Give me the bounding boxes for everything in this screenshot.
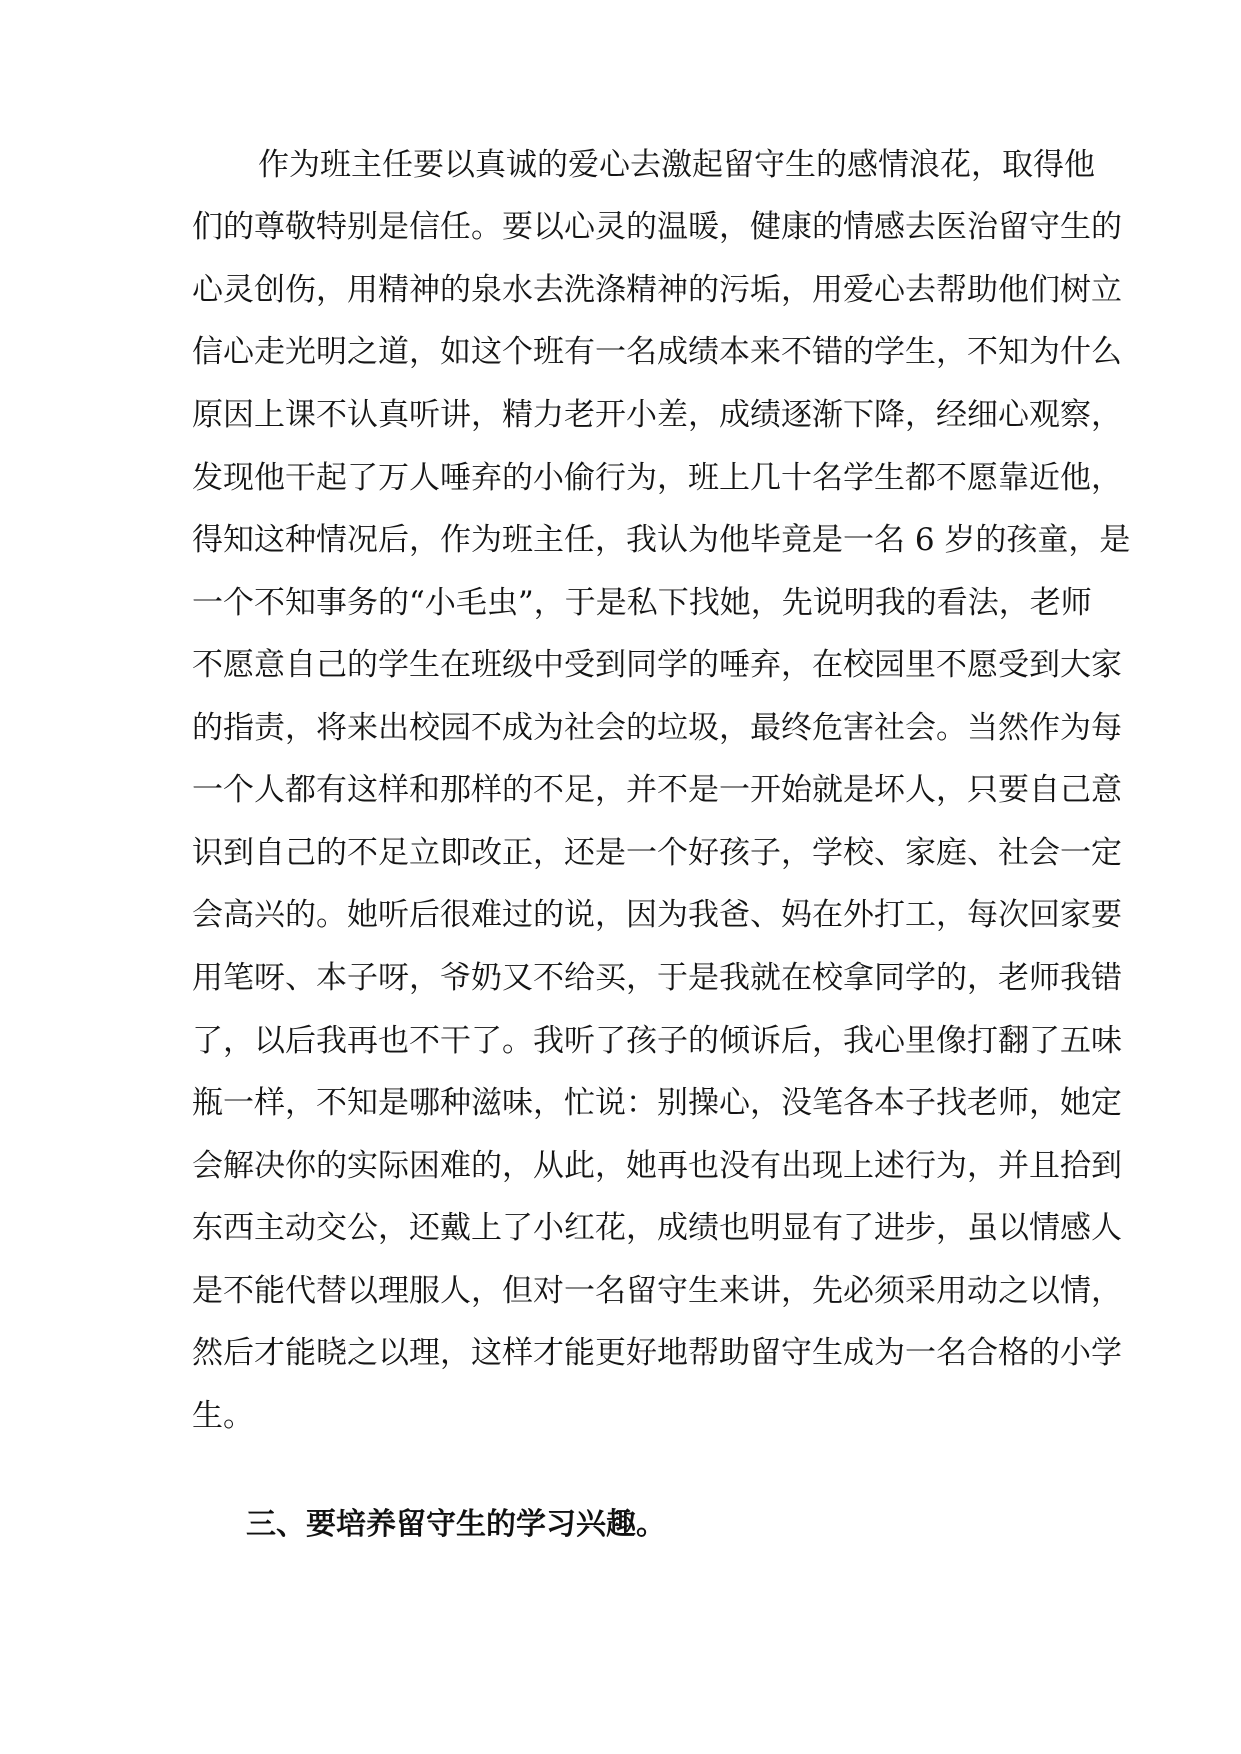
paragraph-line: 得知这种情况后，作为班主任，我认为他毕竟是一名 6 岁的孩童，是 <box>192 522 1131 558</box>
paragraph-line: 生。 <box>192 1398 254 1434</box>
paragraph-line: 会解决你的实际困难的，从此，她再也没有出现上述行为，并且拾到 <box>192 1148 1122 1184</box>
paragraph-line: 东西主动交公，还戴上了小红花，成绩也明显有了进步，虽以情感人 <box>192 1210 1122 1246</box>
paragraph-line: 心灵创伤，用精神的泉水去洗涤精神的污垢，用爱心去帮助他们树立 <box>192 272 1122 308</box>
paragraph-line: 的指责，将来出校园不成为社会的垃圾，最终危害社会。当然作为每 <box>192 710 1122 746</box>
paragraph-line: 信心走光明之道，如这个班有一名成绩本来不错的学生，不知为什么 <box>192 334 1122 370</box>
paragraph-line: 发现他干起了万人唾弃的小偷行为，班上几十名学生都不愿靠近他， <box>192 460 1122 496</box>
paragraph-line: 作为班主任要以真诚的爱心去激起留守生的感情浪花，取得他 <box>258 147 1095 183</box>
paragraph-line: 用笔呀、本子呀，爷奶又不给买，于是我就在校拿同学的，老师我错 <box>192 960 1122 996</box>
paragraph-line: 不愿意自己的学生在班级中受到同学的唾弃，在校园里不愿受到大家 <box>192 647 1122 683</box>
section-heading: 三、要培养留守生的学习兴趣。 <box>246 1507 666 1542</box>
paragraph-line: 一个不知事务的“小毛虫”，于是私下找她，先说明我的看法，老师 <box>192 585 1092 621</box>
paragraph-line: 原因上课不认真听讲，精力老开小差，成绩逐渐下降，经细心观察， <box>192 397 1122 433</box>
paragraph-line: 们的尊敬特别是信任。要以心灵的温暖，健康的情感去医治留守生的 <box>192 209 1122 245</box>
paragraph-line: 然后才能晓之以理，这样才能更好地帮助留守生成为一名合格的小学 <box>192 1335 1122 1371</box>
paragraph-line: 是不能代替以理服人，但对一名留守生来讲，先必须采用动之以情， <box>192 1273 1122 1309</box>
paragraph-line: 了，以后我再也不干了。我听了孩子的倾诉后，我心里像打翻了五味 <box>192 1023 1122 1059</box>
paragraph-line: 一个人都有这样和那样的不足，并不是一开始就是坏人，只要自己意 <box>192 772 1122 808</box>
paragraph-line: 瓶一样，不知是哪种滋味，忙说：别操心，没笔各本子找老师，她定 <box>192 1085 1122 1121</box>
paragraph-line: 识到自己的不足立即改正，还是一个好孩子，学校、家庭、社会一定 <box>192 835 1122 871</box>
paragraph-line: 会高兴的。她听后很难过的说，因为我爸、妈在外打工，每次回家要 <box>192 897 1122 933</box>
